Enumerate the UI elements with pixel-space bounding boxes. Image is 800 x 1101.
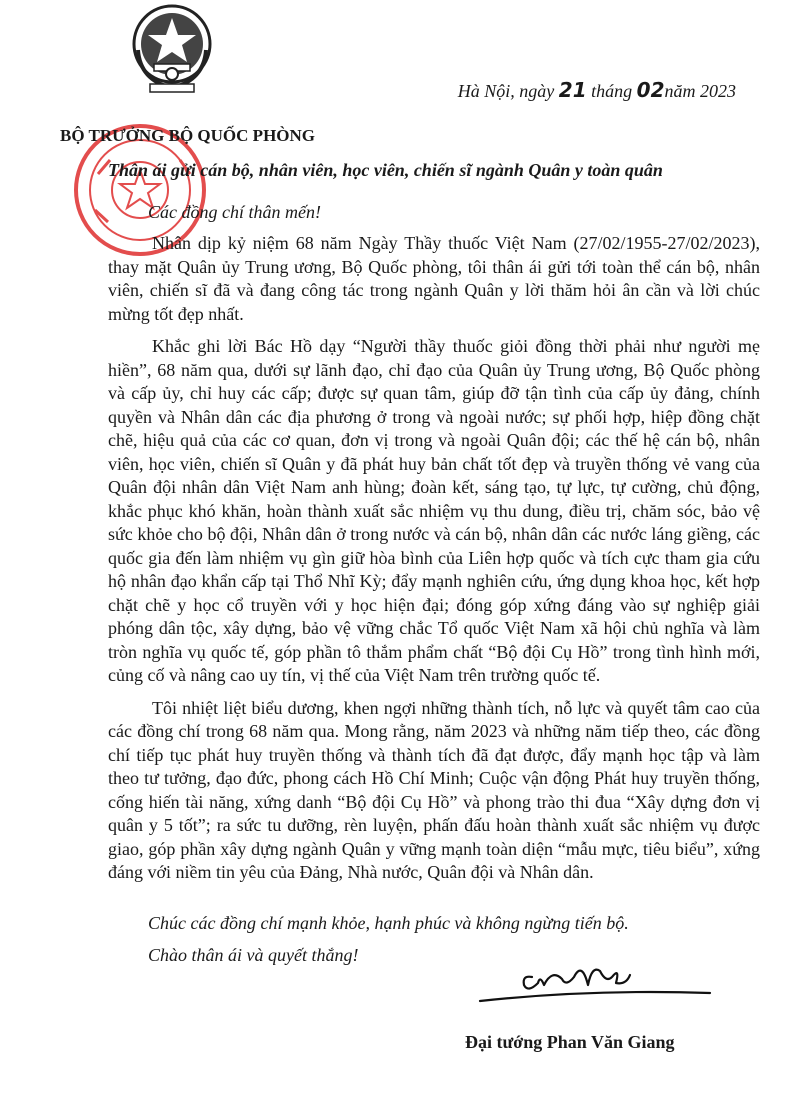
salutation: Các đồng chí thân mến! bbox=[148, 202, 321, 222]
paragraph: Nhân dịp kỷ niệm 68 năm Ngày Thầy thuốc Việt Nam (27/02/1955-27/02/2023), thay mặt Quân ủy Trung ương, Bộ Quốc phòng, tôi thân ái gửi tới toàn thể cán bộ, nhân viên, chiến sĩ đã và đang công tác trong ngành Quân y lời thăm hỏi ân cần và lời chúc mừng tốt đẹp nhất. bbox=[108, 233, 760, 324]
paragraph: Khắc ghi lời Bác Hồ dạy “Người thầy thuốc giỏi đồng thời phải như người mẹ hiền”, 68 năm qua, dưới sự lãnh đạo, chỉ đạo của Quân ủy Trung ương, Bộ Quốc phòng và cấp ủy, chỉ huy các cấp; được sự quan tâm, giúp đỡ tận tình của cấp ủy đảng, chính quyền và Nhân dân các địa phương ở trong và ngoài nước; sự phối hợp, hiệp đồng chặt chẽ, hiệu quả của các cơ quan, đơn vị trong và ngoài Quân đội; các thế hệ cán bộ, nhân viên, học viên, chiến sĩ Quân y đã phát huy bản chất tốt đẹp và truyền thống vẻ vang của Quân đội nhân dân Việt Nam anh hùng; đoàn kết, sáng tạo, tự lực, tự cường, chủ động, khắc phục khó khăn, hoàn thành xuất sắc nhiệm vụ thu dung, điều trị, chăm sóc, bảo vệ sức khỏe cho bộ đội, Nhân dân ở trong nước và cán bộ, nhân dân các nước láng giềng, các quốc gia đến làm nhiệm vụ gìn giữ hòa bình của Liên hợp quốc và tích cực tham gia cứu hộ nhân đạo khẩn cấp tại Thổ Nhĩ Kỳ; đẩy mạnh nghiên cứu, ứng dụng khoa học, kết hợp chặt chẽ y học cổ truyền với y học hiện đại; đóng góp xứng đáng vào sự nghiệp giải phóng dân tộc, xây dựng, bảo vệ vững chắc Tổ quốc Việt Nam xã hội chủ nghĩa và làm tròn nghĩa vụ quốc tế, góp phần tô thắm phẩm chất “Bộ đội Cụ Hồ” trong tình hình mới, củng cố và nâng cao uy tín, vị thế của Việt Nam trên trường quốc tế. bbox=[108, 336, 760, 685]
paragraph: Tôi nhiệt liệt biểu dương, khen ngợi những thành tích, nỗ lực và quyết tâm cao của các đồng chí trong 68 năm qua. Mong rằng, năm 2023 và những năm tiếp theo, các đồng chí tiếp tục phát huy truyền thống và thành tích đã đạt được, đẩy mạnh học tập và làm theo tư tưởng, đạo đức, phong cách Hồ Chí Minh; Cuộc vận động Phát huy truyền thống, cống hiến tài năng, xứng danh “Bộ đội Cụ Hồ” và phong trào thi đua “Xây dựng đơn vị quân y 5 tốt”; ra sức tu dưỡng, rèn luyện, phấn đấu hoàn thành xuất sắc nhiệm vụ được giao, góp phần xây dựng ngành Quân y vững mạnh toàn diện “mẫu mực, tiêu biểu”, xứng đáng với niềm tin yêu của Đảng, Nhà nước, Quân đội và Nhân dân. bbox=[108, 697, 760, 882]
place-date-line: Hà Nội, ngày 21 tháng 02năm 2023 bbox=[457, 78, 736, 102]
national-emblem-icon bbox=[128, 2, 216, 94]
date-month: 02 bbox=[636, 78, 665, 102]
closing-greeting: Chào thân ái và quyết thắng! bbox=[148, 945, 359, 965]
signer-name: Đại tướng Phan Văn Giang bbox=[465, 1032, 675, 1052]
recipient-line: Thân ái gửi cán bộ, nhân viên, học viên, chiến sĩ ngành Quân y toàn quân bbox=[108, 160, 663, 180]
date-day: 21 bbox=[558, 78, 587, 102]
sender-title: BỘ TRƯỞNG BỘ QUỐC PHÒNG bbox=[60, 126, 316, 145]
letter-body bbox=[108, 232, 760, 894]
handwritten-signature bbox=[470, 955, 720, 1015]
closing-wish: Chúc các đồng chí mạnh khỏe, hạnh phúc và không ngừng tiến bộ. bbox=[148, 913, 629, 933]
